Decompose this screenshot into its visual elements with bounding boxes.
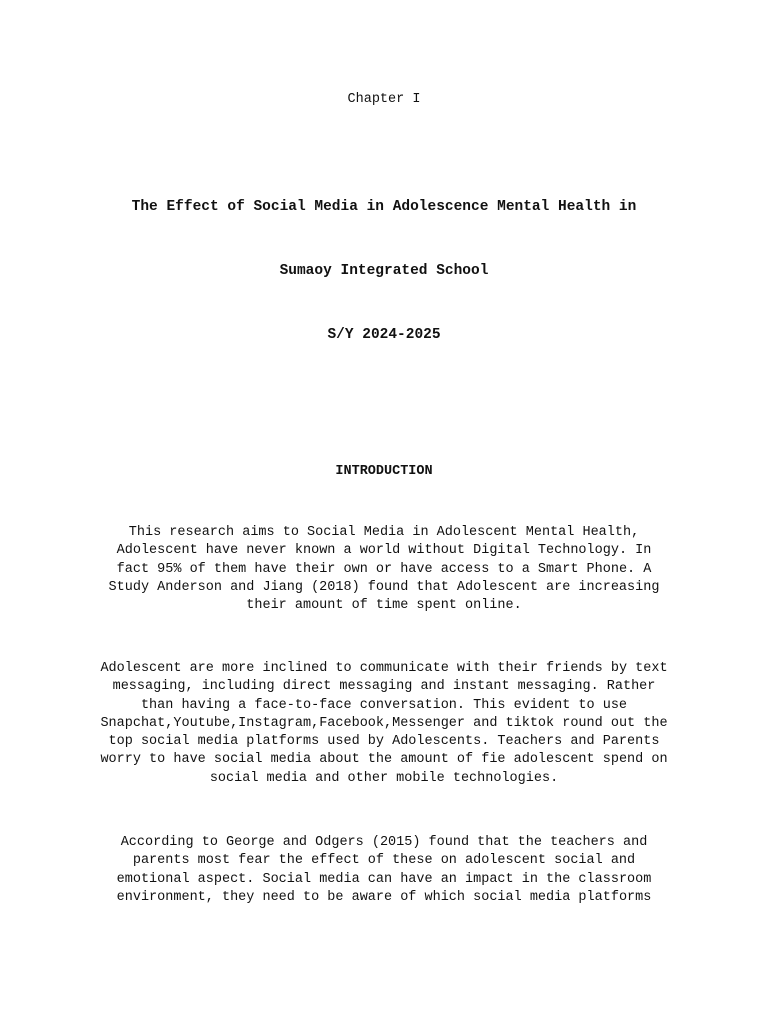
- paragraph-line: environment, they need to be aware of which social media platforms: [116, 889, 652, 905]
- paragraph-line: Study Anderson and Jiang (2018) found that Adolescent are increasing: [108, 579, 660, 595]
- paragraph-line: Adolescent are more inclined to communicate with their friends by text: [100, 661, 668, 676]
- paragraph-line: top social media platforms used by Adolescents. Teachers and Parents: [108, 734, 660, 750]
- school-year: S/Y 2024-2025: [327, 327, 441, 343]
- title-line-2: Sumaoy Integrated School: [279, 263, 489, 279]
- paragraph-line: Adolescent have never known a world without Digital Technology. In: [116, 543, 652, 559]
- paragraph-line: social media and other mobile technologies.: [209, 770, 559, 786]
- paragraph-line: messaging, including direct messaging and instant messaging. Rather: [112, 679, 656, 695]
- paragraph-line: emotional aspect. Social media can have an impact in the classroom: [116, 871, 652, 887]
- paragraph-line: their amount of time spent online.: [246, 598, 522, 614]
- paragraph-line: This research aims to Social Media in Adolescent Mental Health,: [128, 525, 640, 540]
- paragraph-line: than having a face-to-face conversation. This evident to use: [140, 697, 628, 713]
- chapter-label: Chapter I: [347, 92, 421, 107]
- section-heading: INTRODUCTION: [335, 464, 433, 479]
- paragraph-1: [90, 524, 678, 615]
- title-line-1: The Effect of Social Media in Adolescence Mental Health in: [131, 199, 637, 215]
- paragraph-3: [90, 834, 678, 907]
- paragraph-line: parents most fear the effect of these on adolescent social and: [132, 853, 636, 869]
- paragraph-line: According to George and Odgers (2015) found that the teachers and: [120, 835, 648, 850]
- paragraph-line: fact 95% of them have their own or have access to a Smart Phone. A: [116, 561, 652, 577]
- paragraph-2: [90, 660, 678, 788]
- paragraph-line: Snapchat,Youtube,Instagram,Facebook,Messenger and tiktok round out the: [100, 715, 668, 731]
- paragraph-line: worry to have social media about the amount of fie adolescent spend on: [100, 752, 668, 768]
